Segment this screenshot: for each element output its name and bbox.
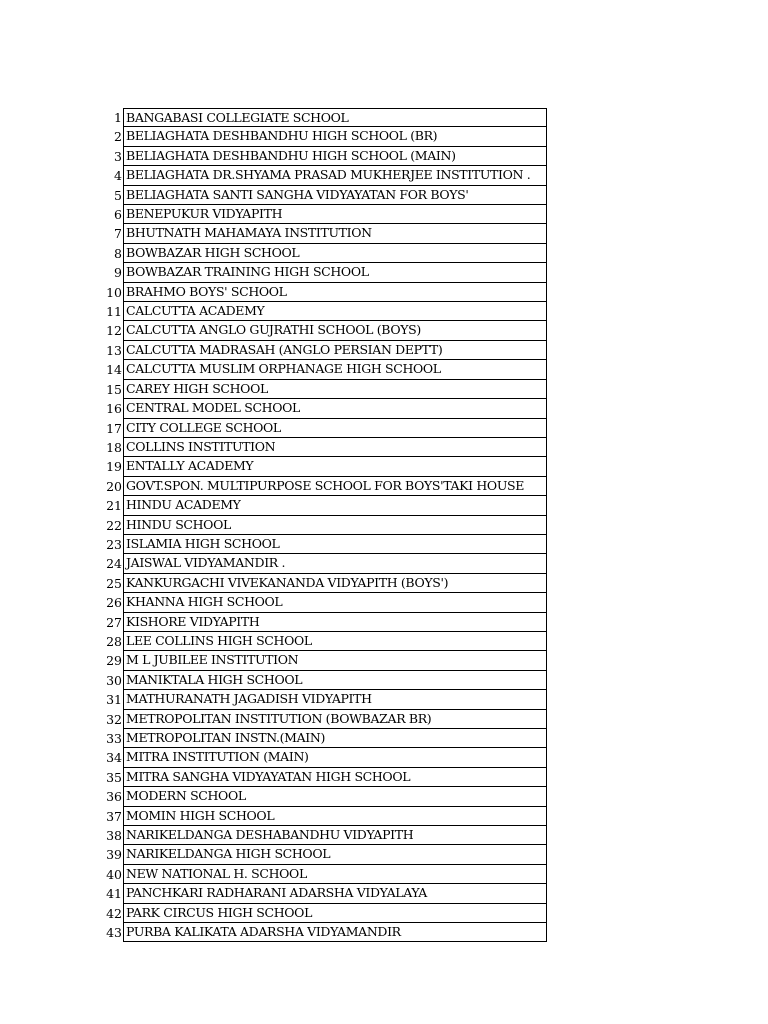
table-row xyxy=(92,554,547,573)
table-row xyxy=(92,457,547,476)
table-row xyxy=(92,516,547,535)
school-name-cell: CAREY HIGH SCHOOL xyxy=(123,380,547,399)
school-name-cell: HINDU ACADEMY xyxy=(123,496,547,515)
row-number: 2 xyxy=(114,129,122,145)
row-number: 12 xyxy=(106,323,122,339)
row-number: 30 xyxy=(106,672,122,688)
row-number: 20 xyxy=(106,478,122,494)
school-name-cell: ISLAMIA HIGH SCHOOL xyxy=(123,535,547,554)
row-number: 5 xyxy=(114,187,122,203)
school-name-cell: BELIAGHATA SANTI SANGHA VIDYAYATAN FOR BOYS' xyxy=(123,186,547,205)
school-name-cell: BELIAGHATA DR.SHYAMA PRASAD MUKHERJEE INSTITUTION . xyxy=(123,166,547,185)
row-number: 36 xyxy=(106,789,122,805)
school-list-rows xyxy=(92,108,547,942)
table-row xyxy=(92,690,547,709)
row-number: 23 xyxy=(106,536,122,552)
table-row xyxy=(92,341,547,360)
school-name-cell: MODERN SCHOOL xyxy=(123,787,547,806)
school-name-cell: KISHORE VIDYAPITH xyxy=(123,613,547,632)
table-row xyxy=(92,923,547,942)
table-row xyxy=(92,283,547,302)
table-row xyxy=(92,360,547,379)
row-number: 16 xyxy=(106,401,122,417)
school-name-cell: METROPOLITAN INSTN.(MAIN) xyxy=(123,729,547,748)
table-row xyxy=(92,807,547,826)
school-name-cell: BRAHMO BOYS' SCHOOL xyxy=(123,283,547,302)
table-row xyxy=(92,496,547,515)
school-name-cell: BELIAGHATA DESHBANDHU HIGH SCHOOL (BR) xyxy=(123,127,547,146)
row-number: 1 xyxy=(114,110,122,125)
row-number: 15 xyxy=(106,381,122,397)
table-row xyxy=(92,613,547,632)
school-name-cell: COLLINS INSTITUTION xyxy=(123,438,547,457)
table-row xyxy=(92,884,547,903)
table-row xyxy=(92,263,547,282)
table-row xyxy=(92,205,547,224)
school-name-cell: CALCUTTA ANGLO GUJRATHI SCHOOL (BOYS) xyxy=(123,321,547,340)
table-row xyxy=(92,729,547,748)
row-number: 11 xyxy=(106,304,122,320)
school-name-cell: CALCUTTA MADRASAH (ANGLO PERSIAN DEPTT) xyxy=(123,341,547,360)
row-number: 40 xyxy=(106,866,122,882)
school-name-cell: PANCHKARI RADHARANI ADARSHA VIDYALAYA xyxy=(123,884,547,903)
row-number: 43 xyxy=(106,925,122,941)
row-number: 39 xyxy=(106,847,122,863)
table-row xyxy=(92,710,547,729)
row-number: 14 xyxy=(106,362,122,378)
table-row xyxy=(92,147,547,166)
table-row xyxy=(92,302,547,321)
row-number: 13 xyxy=(106,342,122,358)
school-name-cell: KHANNA HIGH SCHOOL xyxy=(123,593,547,612)
school-list-table xyxy=(92,108,547,942)
table-row xyxy=(92,671,547,690)
school-name-cell: M L JUBILEE INSTITUTION xyxy=(123,651,547,670)
row-number: 7 xyxy=(114,226,122,242)
row-number: 10 xyxy=(106,284,122,300)
row-number: 26 xyxy=(106,595,122,611)
row-number: 35 xyxy=(106,769,122,785)
row-number: 3 xyxy=(114,148,122,164)
school-name-cell: CENTRAL MODEL SCHOOL xyxy=(123,399,547,418)
table-row xyxy=(92,904,547,923)
table-row xyxy=(92,108,547,127)
table-row xyxy=(92,321,547,340)
table-row xyxy=(92,651,547,670)
school-name-cell: NARIKELDANGA HIGH SCHOOL xyxy=(123,845,547,864)
school-name-cell: BENEPUKUR VIDYAPITH xyxy=(123,205,547,224)
table-row xyxy=(92,399,547,418)
table-row xyxy=(92,748,547,767)
school-name-cell: LEE COLLINS HIGH SCHOOL xyxy=(123,632,547,651)
school-name-cell: ENTALLY ACADEMY xyxy=(123,457,547,476)
row-number: 38 xyxy=(106,828,122,844)
row-number: 8 xyxy=(114,245,122,261)
school-name-cell: BELIAGHATA DESHBANDHU HIGH SCHOOL (MAIN) xyxy=(123,147,547,166)
row-number: 21 xyxy=(106,498,122,514)
table-row xyxy=(92,186,547,205)
row-number: 24 xyxy=(106,556,122,572)
table-row xyxy=(92,166,547,185)
table-row xyxy=(92,632,547,651)
row-number: 33 xyxy=(106,731,122,746)
school-name-cell: MITRA INSTITUTION (MAIN) xyxy=(123,748,547,767)
school-name-cell: MOMIN HIGH SCHOOL xyxy=(123,807,547,826)
row-number: 42 xyxy=(106,905,122,921)
row-number: 31 xyxy=(106,692,122,708)
table-row xyxy=(92,593,547,612)
row-number: 18 xyxy=(106,439,122,455)
table-row xyxy=(92,845,547,864)
school-name-cell: NARIKELDANGA DESHABANDHU VIDYAPITH xyxy=(123,826,547,845)
school-name-cell: BOWBAZAR TRAINING HIGH SCHOOL xyxy=(123,263,547,282)
table-row xyxy=(92,380,547,399)
row-number: 37 xyxy=(106,808,122,824)
row-number: 9 xyxy=(114,265,122,281)
row-number: 6 xyxy=(114,207,122,223)
row-number: 25 xyxy=(106,575,122,591)
table-row xyxy=(92,865,547,884)
school-name-cell: KANKURGACHI VIVEKANANDA VIDYAPITH (BOYS') xyxy=(123,574,547,593)
school-name-cell: JAISWAL VIDYAMANDIR . xyxy=(123,554,547,573)
table-row xyxy=(92,477,547,496)
school-name-cell: METROPOLITAN INSTITUTION (BOWBAZAR BR) xyxy=(123,710,547,729)
school-name-cell: NEW NATIONAL H. SCHOOL xyxy=(123,865,547,884)
row-number: 17 xyxy=(106,420,122,436)
row-number: 28 xyxy=(106,633,122,649)
table-row xyxy=(92,438,547,457)
row-number: 19 xyxy=(106,459,122,475)
row-number: 29 xyxy=(106,653,122,669)
school-name-cell: CITY COLLEGE SCHOOL xyxy=(123,419,547,438)
table-row xyxy=(92,127,547,146)
school-name-cell: CALCUTTA ACADEMY xyxy=(123,302,547,321)
school-name-cell: BHUTNATH MAHAMAYA INSTITUTION xyxy=(123,224,547,243)
table-row xyxy=(92,574,547,593)
row-number: 27 xyxy=(106,614,122,630)
school-name-cell: MANIKTALA HIGH SCHOOL xyxy=(123,671,547,690)
table-row xyxy=(92,787,547,806)
table-row xyxy=(92,768,547,787)
school-name-cell: MITRA SANGHA VIDYAYATAN HIGH SCHOOL xyxy=(123,768,547,787)
school-name-cell: PARK CIRCUS HIGH SCHOOL xyxy=(123,904,547,923)
table-row xyxy=(92,244,547,263)
table-row xyxy=(92,826,547,845)
table-row xyxy=(92,535,547,554)
row-number: 22 xyxy=(106,517,122,533)
table-row xyxy=(92,224,547,243)
school-name-cell: PURBA KALIKATA ADARSHA VIDYAMANDIR xyxy=(123,923,547,942)
school-name-cell: BOWBAZAR HIGH SCHOOL xyxy=(123,244,547,263)
table-row xyxy=(92,419,547,438)
row-number: 34 xyxy=(106,750,122,766)
school-name-cell: CALCUTTA MUSLIM ORPHANAGE HIGH SCHOOL xyxy=(123,360,547,379)
row-number: 32 xyxy=(106,711,122,727)
school-name-cell: MATHURANATH JAGADISH VIDYAPITH xyxy=(123,690,547,709)
school-name-cell: BANGABASI COLLEGIATE SCHOOL xyxy=(123,108,547,127)
row-number: 41 xyxy=(106,886,122,902)
school-name-cell: HINDU SCHOOL xyxy=(123,516,547,535)
school-name-cell: GOVT.SPON. MULTIPURPOSE SCHOOL FOR BOYS'TAKI HOUSE xyxy=(123,477,547,496)
row-number: 4 xyxy=(114,168,122,184)
